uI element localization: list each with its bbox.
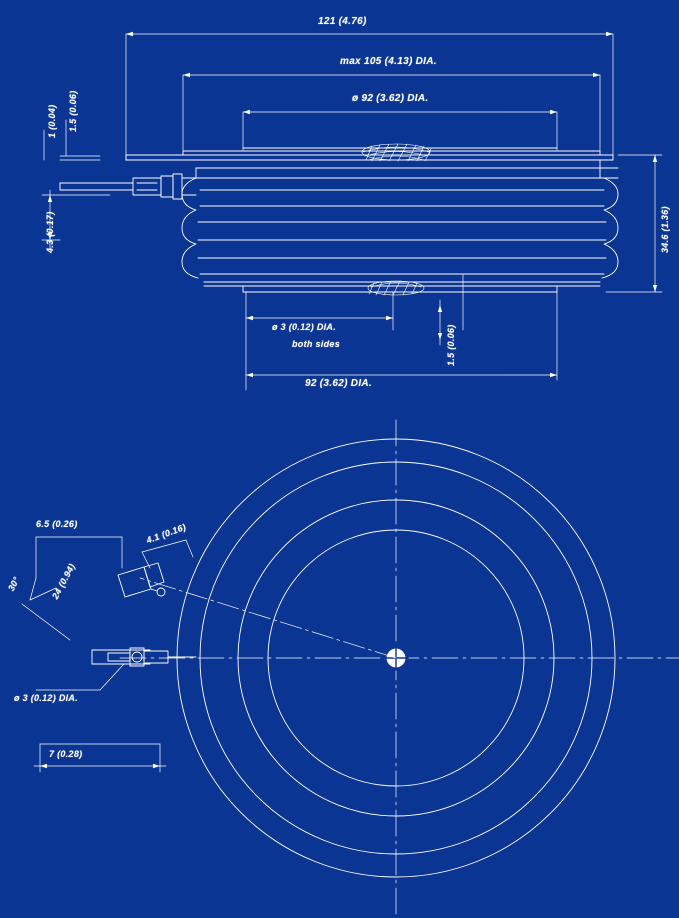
dim-label-overall-height: 34.6 (1.36)	[660, 206, 670, 253]
gate-angle-leader	[140, 578, 396, 658]
dim-label-contact-face-dia: ø 92 (3.62) DIA.	[352, 93, 429, 104]
ceramic-housing	[182, 160, 618, 282]
dim-label-ceramic-step-2: 1 (0.04)	[47, 104, 57, 138]
dim-label-gate-lead-offset: 4.3 (0.17)	[45, 211, 55, 253]
dim-label-gate-angle: 30°	[6, 575, 22, 593]
dim-label-gate-lead-length: 24 (0.94)	[50, 561, 78, 601]
gate-tab-plan	[118, 563, 165, 597]
gate-lead-plan	[92, 648, 196, 666]
dim-label-cathode-contact-dia: 92 (3.62) DIA.	[305, 378, 373, 389]
plan-centrelines	[120, 420, 679, 918]
dim-label-gate-stand-off: 7 (0.28)	[49, 749, 83, 759]
dim-label-overall-width: 121 (4.76)	[318, 16, 367, 27]
dim-label-ceramic-step-1: 1.5 (0.06)	[68, 90, 78, 132]
plan-dimension-lines	[22, 537, 193, 772]
anode-pole-piece	[126, 148, 613, 160]
dim-label-gate-lead-dia: ø 3 (0.12) DIA.	[14, 693, 79, 703]
dim-label-anode-dia: max 105 (4.13) DIA.	[340, 56, 437, 67]
dim-label-pilot-depth: 1.5 (0.06)	[446, 324, 456, 366]
dim-label-cathode-pilot-note: both sides	[292, 339, 341, 349]
dim-label-cathode-pilot-dia: ø 3 (0.12) DIA.	[272, 322, 337, 332]
dim-label-gate-tab-thk: 4.1 (0.16)	[145, 521, 188, 546]
dim-cathode-dia	[246, 292, 557, 380]
anode-knurl	[362, 144, 431, 161]
dim-label-gate-tab-width: 6.5 (0.26)	[36, 519, 78, 529]
cathode-knurl	[368, 281, 424, 295]
